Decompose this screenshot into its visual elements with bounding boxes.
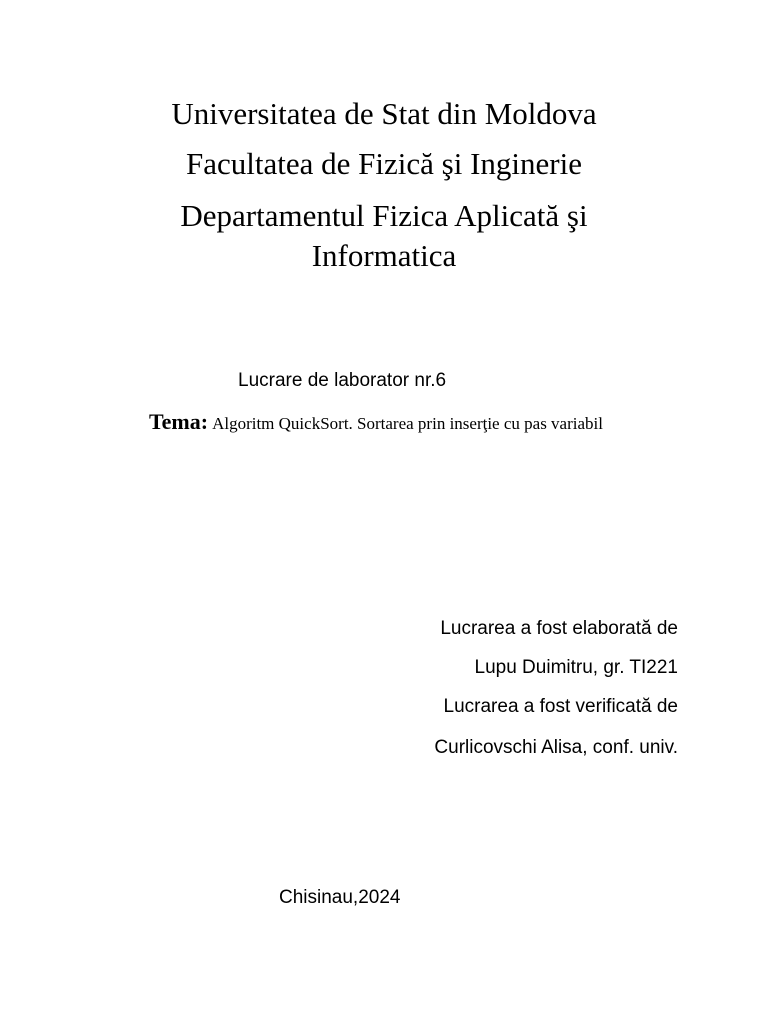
university-name: Universitatea de Stat din Moldova xyxy=(171,96,597,131)
reviewer-name: Curlicovschi Alisa, conf. univ. xyxy=(434,737,678,758)
department-name-line-2: Informatica xyxy=(311,238,457,273)
faculty-name: Facultatea de Fizică şi Inginerie xyxy=(186,146,582,181)
verified-by-label: Lucrarea a fost verificată de xyxy=(443,696,678,717)
elaborated-by-label: Lucrarea a fost elaborată de xyxy=(440,618,678,639)
lab-work-title: Lucrare de laborator nr.6 xyxy=(238,370,447,391)
topic-label: Tema: xyxy=(149,409,209,434)
city-and-year: Chisinau,2024 xyxy=(279,887,401,908)
topic-text: Algoritm QuickSort. Sortarea prin inserţie cu pas variabil xyxy=(212,414,603,433)
topic-line xyxy=(149,408,603,439)
author-name: Lupu Duimitru, gr. TI221 xyxy=(474,657,678,678)
department-name-line-1: Departamentul Fizica Aplicată şi xyxy=(180,198,588,233)
